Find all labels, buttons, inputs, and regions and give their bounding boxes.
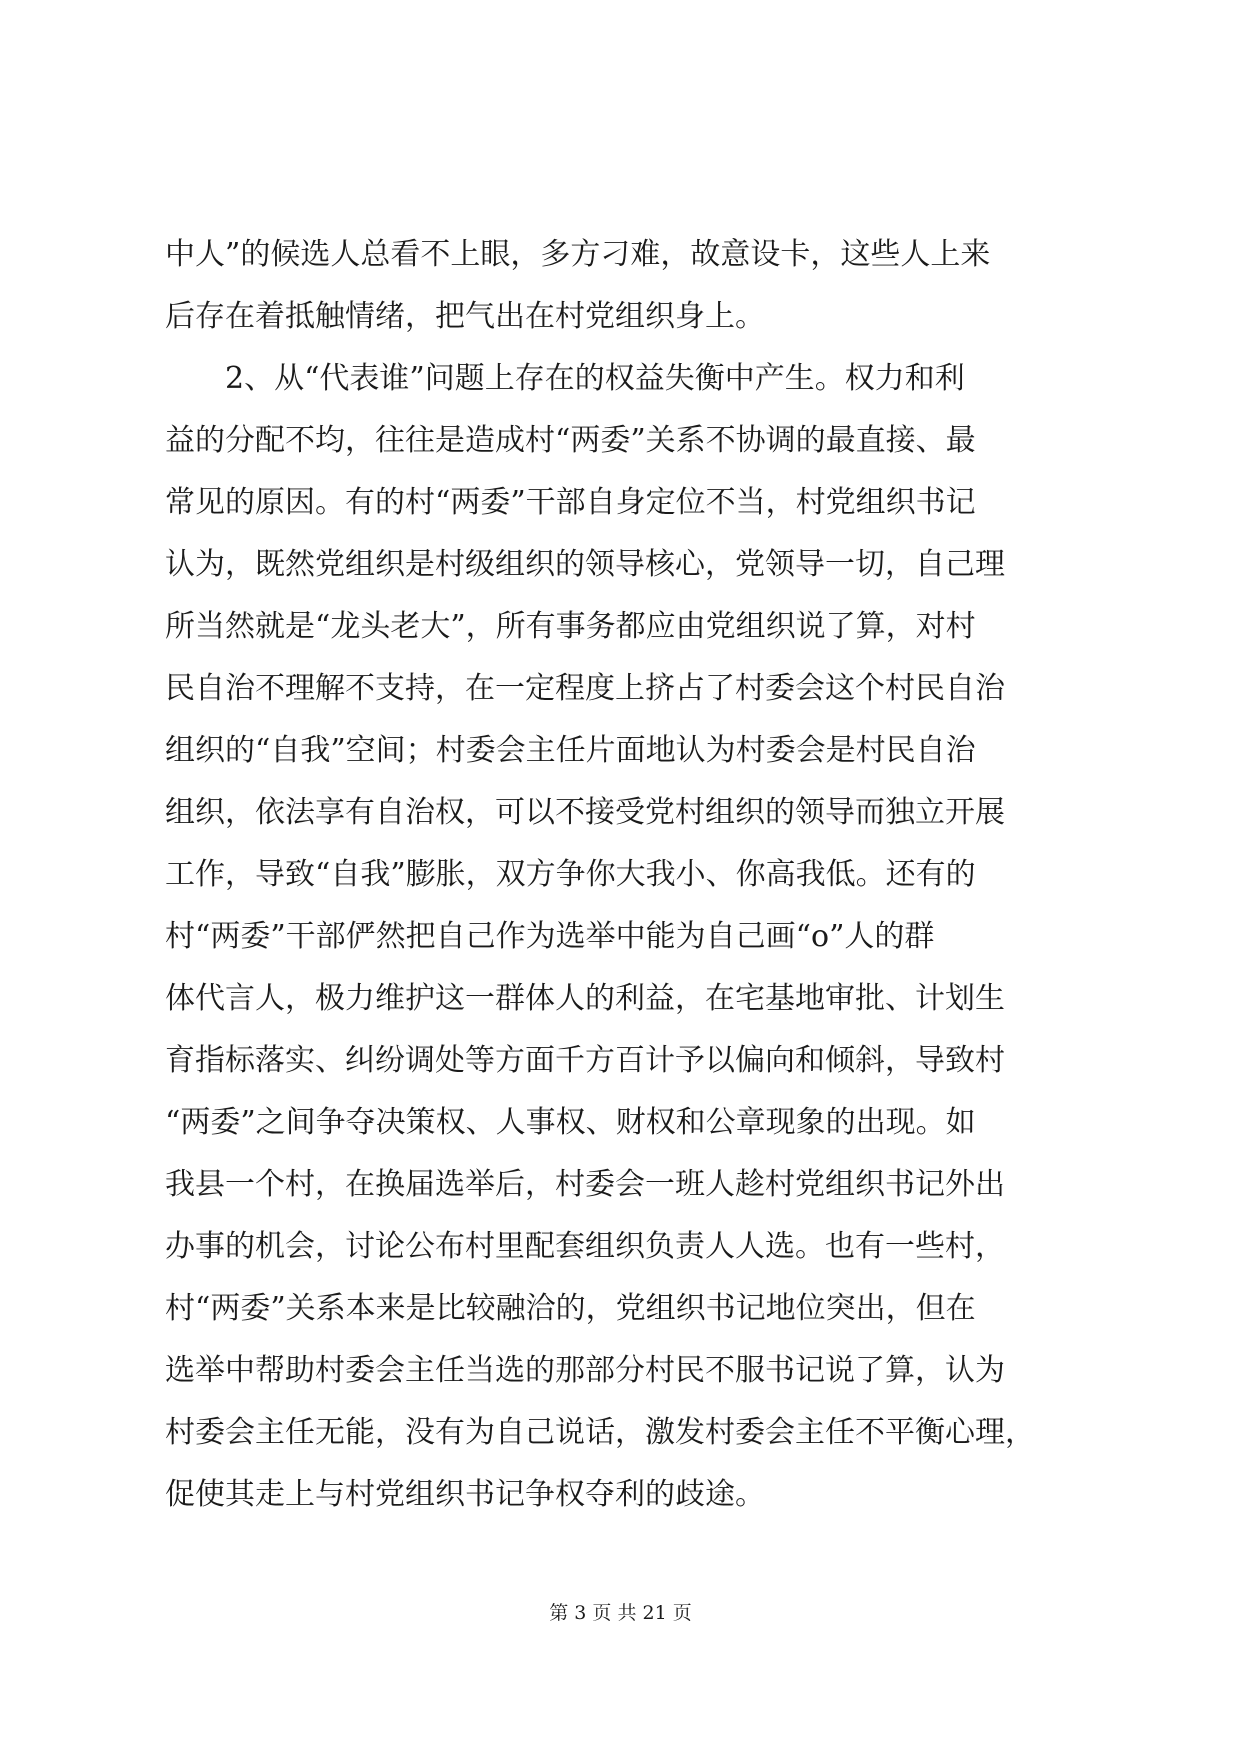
text-line: 村“两委”干部俨然把自己作为选举中能为自己画“o”人的群 [165,919,935,954]
text-line: 我县一个村，在换届选举后，村委会一班人趁村党组织书记外出 [165,1167,1005,1202]
text-line: 后存在着抵触情绪，把气出在村党组织身上。 [165,299,765,334]
text-line: 组织，依法享有自治权，可以不接受党村组织的领导而独立开展 [165,795,1005,830]
text-line: 选举中帮助村委会主任当选的那部分村民不服书记说了算，认为 [165,1353,1005,1388]
text-line: 益的分配不均，往往是造成村“两委”关系不协调的最直接、最 [165,423,976,458]
text-line: 所当然就是“龙头老大”，所有事务都应由党组织说了算，对村 [165,609,976,644]
text-line: 民自治不理解不支持，在一定程度上挤占了村委会这个村民自治 [165,671,1005,706]
text-line: 村“两委”关系本来是比较融洽的，党组织书记地位突出，但在 [165,1291,976,1326]
text-line: 育指标落实、纠纷调处等方面千方百计予以偏向和倾斜，导致村 [165,1043,1005,1078]
text-line: 组织的“自我”空间；村委会主任片面地认为村委会是村民自治 [165,733,976,768]
text-line: 2、从“代表谁”问题上存在的权益失衡中产生。权力和利 [165,361,965,396]
text-line: 中人”的候选人总看不上眼，多方刁难，故意设卡，这些人上来 [165,237,991,272]
text-line: 村委会主任无能，没有为自己说话，激发村委会主任不平衡心理， [165,1415,1035,1450]
page-number: 第 3 页 共 21 页 [549,1602,692,1624]
text-line: 常见的原因。有的村“两委”干部自身定位不当，村党组织书记 [165,485,976,520]
text-line: 工作，导致“自我”膨胀，双方争你大我小、你高我低。还有的 [165,857,976,892]
text-line: 认为，既然党组织是村级组织的领导核心，党领导一切，自己理 [165,547,1005,582]
text-line: “两委”之间争夺决策权、人事权、财权和公章现象的出现。如 [165,1105,976,1140]
text-line: 体代言人，极力维护这一群体人的利益，在宅基地审批、计划生 [165,981,1005,1016]
text-line: 促使其走上与村党组织书记争权夺利的歧途。 [165,1477,765,1512]
text-line: 办事的机会，讨论公布村里配套组织负责人人选。也有一些村， [165,1229,1005,1264]
